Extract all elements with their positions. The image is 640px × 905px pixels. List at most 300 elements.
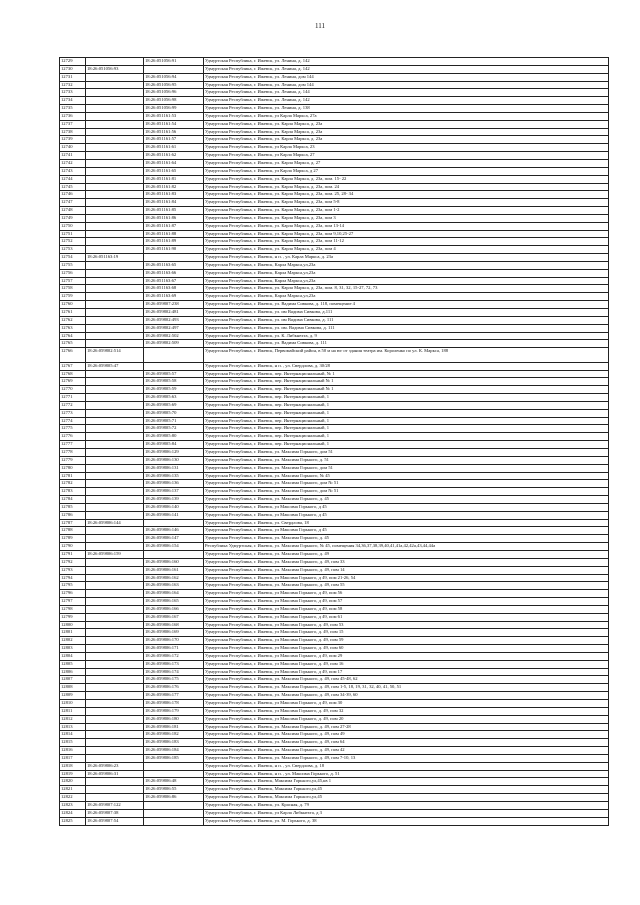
previous-cadastral-number-cell bbox=[86, 692, 144, 700]
table-row bbox=[60, 97, 609, 105]
cadastral-number-cell: 18:26:059806:183 bbox=[144, 739, 204, 747]
row-number-cell: 12746 bbox=[60, 191, 86, 199]
address-cell: Удмуртская Республика, г. Ижевск, ул. Максима Горького, д. 49 bbox=[204, 550, 609, 558]
table-row bbox=[60, 637, 609, 645]
previous-cadastral-number-cell bbox=[86, 409, 144, 417]
cadastral-number-cell: 18:26:051161:64 bbox=[144, 159, 204, 167]
address-cell: Удмуртская Республика, г. Ижевск, ул. Красная, д. 79 bbox=[204, 801, 609, 809]
previous-cadastral-number-cell bbox=[86, 230, 144, 238]
table-row bbox=[60, 269, 609, 277]
row-number-cell: 12822 bbox=[60, 794, 86, 802]
table-row bbox=[60, 378, 609, 386]
row-number-cell: 12818 bbox=[60, 762, 86, 770]
row-number-cell: 12744 bbox=[60, 175, 86, 183]
cadastral-number-cell bbox=[144, 817, 204, 825]
row-number-cell: 12737 bbox=[60, 120, 86, 128]
address-cell: Удмуртская Республика, г. Ижевск, ул. Ленина, дом 144 bbox=[204, 81, 609, 89]
cadastral-number-cell: 18:26:059806:171 bbox=[144, 645, 204, 653]
previous-cadastral-number-cell bbox=[86, 309, 144, 317]
cadastral-number-cell: 18:26:059806:169 bbox=[144, 629, 204, 637]
table-row bbox=[60, 449, 609, 457]
row-number-cell: 12801 bbox=[60, 629, 86, 637]
table-row bbox=[60, 503, 609, 511]
address-cell: Удмуртская Республика, г. Ижевск, пер. Интернациональный, 1 bbox=[204, 417, 609, 425]
previous-cadastral-number-cell bbox=[86, 566, 144, 574]
address-cell: Удмуртская Республика, г. Ижевск, ул. им Вадима Сивкова, д.111 bbox=[204, 309, 609, 317]
previous-cadastral-number-cell bbox=[86, 401, 144, 409]
cadastral-number-cell: 18:26:059802:502 bbox=[144, 332, 204, 340]
table-row bbox=[60, 417, 609, 425]
row-number-cell: 12779 bbox=[60, 456, 86, 464]
row-number-cell: 12789 bbox=[60, 535, 86, 543]
table-row bbox=[60, 199, 609, 207]
address-cell: Удмуртская Республика, г. Ижевск, ул Максима Горького, д 49, пом 61 bbox=[204, 613, 609, 621]
row-number-cell: 12760 bbox=[60, 301, 86, 309]
table-row bbox=[60, 558, 609, 566]
cadastral-number-cell: 18:26:051161:89 bbox=[144, 238, 204, 246]
table-row bbox=[60, 472, 609, 480]
cadastral-number-cell bbox=[144, 809, 204, 817]
address-cell: Удмуртская Республика, г. Ижевск, пер. Интернациональный, 1 bbox=[204, 425, 609, 433]
cadastral-number-cell: 18:26:059806:179 bbox=[144, 707, 204, 715]
row-number-cell: 12806 bbox=[60, 668, 86, 676]
table-row bbox=[60, 511, 609, 519]
previous-cadastral-number-cell bbox=[86, 222, 144, 230]
address-cell: Удмуртская Республика, г. Ижевск, ул. Карла Маркса, д. 23а, пом 1-2 bbox=[204, 207, 609, 215]
row-number-cell: 12774 bbox=[60, 417, 86, 425]
table-row bbox=[60, 167, 609, 175]
address-cell: Удмуртская Республика, г. Ижевск, ул Максима Горького, д. 49, пом 20 bbox=[204, 715, 609, 723]
row-number-cell: 12762 bbox=[60, 316, 86, 324]
previous-cadastral-number-cell bbox=[86, 511, 144, 519]
row-number-cell: 12793 bbox=[60, 566, 86, 574]
previous-cadastral-number-cell bbox=[86, 637, 144, 645]
previous-cadastral-number-cell bbox=[86, 301, 144, 309]
table-row bbox=[60, 246, 609, 254]
table-row bbox=[60, 152, 609, 160]
table-row bbox=[60, 348, 609, 363]
table-row bbox=[60, 762, 609, 770]
address-cell: Удмуртская Республика, г. Ижевск, ул. Вадима Сивкова, д. 118, помещение 4 bbox=[204, 301, 609, 309]
cadastral-number-cell: 18:26:051161:86 bbox=[144, 214, 204, 222]
row-number-cell: 12738 bbox=[60, 128, 86, 136]
previous-cadastral-number-cell bbox=[86, 449, 144, 457]
table-row bbox=[60, 488, 609, 496]
address-cell: Удмуртская Республика, г. Ижевск, ул Максима Горького, д 49, пом 21-26, 54 bbox=[204, 574, 609, 582]
previous-cadastral-number-cell bbox=[86, 503, 144, 511]
row-number-cell: 12782 bbox=[60, 480, 86, 488]
row-number-cell: 12775 bbox=[60, 425, 86, 433]
address-cell: Удмуртская Республика, г. Ижевск, ул. Максима Горького, дом 51 bbox=[204, 464, 609, 472]
address-cell: Удмуртская Республика, г. Ижевск, ул. Вадима Сивкова, д. 111 bbox=[204, 340, 609, 348]
row-number-cell: 12804 bbox=[60, 652, 86, 660]
address-cell: Удмуртская Республика, г. Ижевск, ул. Максима Горького, д. 49, пом 14 bbox=[204, 566, 609, 574]
previous-cadastral-number-cell: 18:26:059806:23 bbox=[86, 762, 144, 770]
address-cell: Удмуртская Республика, г. Ижевск, пер. Интернациональный № 1 bbox=[204, 386, 609, 394]
cadastral-number-cell: 18:26:059806:131 bbox=[144, 464, 204, 472]
table-row bbox=[60, 809, 609, 817]
previous-cadastral-number-cell bbox=[86, 652, 144, 660]
row-number-cell: 12729 bbox=[60, 58, 86, 66]
row-number-cell: 12773 bbox=[60, 409, 86, 417]
cadastral-number-cell: 18:26:051161:56 bbox=[144, 128, 204, 136]
table-row bbox=[60, 739, 609, 747]
table-row bbox=[60, 136, 609, 144]
table-row bbox=[60, 747, 609, 755]
cadastral-number-cell: 18:26:059806:161 bbox=[144, 566, 204, 574]
row-number-cell: 12742 bbox=[60, 159, 86, 167]
address-cell: Удмуртская Республика, г. Ижевск, ул Максима Горького, д 45 bbox=[204, 527, 609, 535]
row-number-cell: 12823 bbox=[60, 801, 86, 809]
address-cell: Удмуртская Республика, г. Ижевск, ул Максима Горького, д 49, пом 30 bbox=[204, 700, 609, 708]
row-number-cell: 12798 bbox=[60, 605, 86, 613]
table-row bbox=[60, 754, 609, 762]
address-cell: Удмуртская Республика, г. Ижевск, ул. К. Либкнехта, д. 9 bbox=[204, 332, 609, 340]
address-cell: Удмуртская Республика, г. Ижевск, ул Карла Маркса, 23 bbox=[204, 144, 609, 152]
row-number-cell: 12786 bbox=[60, 511, 86, 519]
address-cell: Удмуртская Республика, г. Ижевск, ул. им. Вадима Сивкова, д. 111 bbox=[204, 324, 609, 332]
table-row bbox=[60, 700, 609, 708]
row-number-cell: 12809 bbox=[60, 692, 86, 700]
row-number-cell: 12761 bbox=[60, 309, 86, 317]
cadastral-number-cell: 18:26:059806:164 bbox=[144, 590, 204, 598]
address-cell: Удмуртская Республика, г. Ижевск, ул. Ленина, д. 142 bbox=[204, 97, 609, 105]
address-cell: Удмуртская Республика, г. Ижевск, ул Максима Горького, д. 49, пом 16 bbox=[204, 660, 609, 668]
row-number-cell: 12764 bbox=[60, 332, 86, 340]
cadastral-number-cell: 18:26:051056:94 bbox=[144, 73, 204, 81]
row-number-cell: 12768 bbox=[60, 370, 86, 378]
row-number-cell: 12750 bbox=[60, 222, 86, 230]
row-number-cell: 12772 bbox=[60, 401, 86, 409]
table-row bbox=[60, 519, 609, 527]
cadastral-number-cell: 18:26:059805:57 bbox=[144, 370, 204, 378]
row-number-cell: 12819 bbox=[60, 770, 86, 778]
row-number-cell: 12805 bbox=[60, 660, 86, 668]
cadastral-number-cell: 18:26:051161:85 bbox=[144, 207, 204, 215]
row-number-cell: 12747 bbox=[60, 199, 86, 207]
row-number-cell: 12815 bbox=[60, 739, 86, 747]
row-number-cell: 12795 bbox=[60, 582, 86, 590]
previous-cadastral-number-cell bbox=[86, 293, 144, 301]
previous-cadastral-number-cell bbox=[86, 621, 144, 629]
previous-cadastral-number-cell: 18:26:059806:31 bbox=[86, 770, 144, 778]
table-row bbox=[60, 645, 609, 653]
address-cell: Удмуртская Республика, г. Ижевск, ул. Карла Маркса, д. 23а, пом 11-12 bbox=[204, 238, 609, 246]
address-cell: Удмуртская Республика, г. Ижевск, пер. Интернациональный, 1 bbox=[204, 409, 609, 417]
cadastral-number-cell: 18:26:051161:61 bbox=[144, 144, 204, 152]
address-cell: Удмуртская Республика, г. Ижевск, ул. Карла Маркса, д. 23а, пом. 8, 31, 32, 15-27, 72, 73 bbox=[204, 285, 609, 293]
address-cell: Удмуртская Республика, г. Ижевск, ул. Свердлова, 18 bbox=[204, 519, 609, 527]
table-row bbox=[60, 715, 609, 723]
row-number-cell: 12814 bbox=[60, 731, 86, 739]
address-cell: Удмуртская Республика, г. Ижевск, ул. Максима Горького, дом № 51 bbox=[204, 488, 609, 496]
address-cell: Удмуртская Республика, г. Ижевск, ул Максима Горького, д 45 bbox=[204, 511, 609, 519]
address-cell: Удмуртская Республика, г. Ижевск, ул. Карла Маркса, д. 23а, пом 3 bbox=[204, 214, 609, 222]
address-cell: Удмуртская Республика, г. Ижевск, ул. Карла Маркса, д. 23а bbox=[204, 136, 609, 144]
previous-cadastral-number-cell bbox=[86, 794, 144, 802]
table-row bbox=[60, 464, 609, 472]
row-number-cell: 12757 bbox=[60, 277, 86, 285]
address-cell: Удмуртская Республика, г. Ижевск, ул. Максима Горького, № 45 bbox=[204, 472, 609, 480]
cadastral-number-cell: 18:26:059805:58 bbox=[144, 378, 204, 386]
previous-cadastral-number-cell bbox=[86, 378, 144, 386]
cadastral-number-cell: 18:26:059806:86 bbox=[144, 794, 204, 802]
row-number-cell: 12735 bbox=[60, 105, 86, 113]
previous-cadastral-number-cell bbox=[86, 246, 144, 254]
previous-cadastral-number-cell bbox=[86, 261, 144, 269]
cadastral-number-cell: 18:26:059806:48 bbox=[144, 778, 204, 786]
previous-cadastral-number-cell bbox=[86, 778, 144, 786]
cadastral-number-cell: 18:26:051161:62 bbox=[144, 152, 204, 160]
address-cell: Удмуртская Республика, г. Ижевск, ул Максима Горького, д. 49, пом 15 bbox=[204, 629, 609, 637]
address-cell: Удмуртская Республика, г. Ижевск, ул. Максима Горького, дом 51 bbox=[204, 449, 609, 457]
row-number-cell: 12800 bbox=[60, 621, 86, 629]
address-cell: Удмуртская Республика, г. Ижевск, пер. Интернациональный, 1 bbox=[204, 441, 609, 449]
table-row bbox=[60, 574, 609, 582]
address-cell: Удмуртская Республика, г. Ижевск, ул. им Вадима Сивкова, д. 111 bbox=[204, 316, 609, 324]
cadastral-number-cell: 18:26:059806:167 bbox=[144, 613, 204, 621]
address-cell: Удмуртская Республика, г. Ижевск, ул. Максима Горького, д. 49, пом 42 bbox=[204, 747, 609, 755]
table-row bbox=[60, 692, 609, 700]
row-number-cell: 12781 bbox=[60, 472, 86, 480]
previous-cadastral-number-cell bbox=[86, 527, 144, 535]
row-number-cell: 12821 bbox=[60, 786, 86, 794]
cadastral-number-cell: 18:26:059806:177 bbox=[144, 692, 204, 700]
row-number-cell: 12741 bbox=[60, 152, 86, 160]
address-cell: Удмуртская Республика, г. Ижевск, ул. Ленина, д. 142 bbox=[204, 65, 609, 73]
table-row bbox=[60, 480, 609, 488]
previous-cadastral-number-cell bbox=[86, 370, 144, 378]
address-cell: Удмуртская Республика, г. Ижевск, ул. Максима Горького, д. 49, пом 45-48, 62 bbox=[204, 676, 609, 684]
cadastral-number-cell: 18:26:059802:509 bbox=[144, 340, 204, 348]
cadastral-number-cell: 18:26:059805:59 bbox=[144, 386, 204, 394]
cadastral-number-cell: 18:26:059805:84 bbox=[144, 441, 204, 449]
table-row bbox=[60, 409, 609, 417]
previous-cadastral-number-cell bbox=[86, 488, 144, 496]
previous-cadastral-number-cell bbox=[86, 786, 144, 794]
address-cell: Удмуртская Республика, г. Ижевск, ул Максима Горького, д 49, пом 56 bbox=[204, 590, 609, 598]
previous-cadastral-number-cell bbox=[86, 238, 144, 246]
table-row bbox=[60, 668, 609, 676]
cadastral-number-cell: 18:26:059805:69 bbox=[144, 401, 204, 409]
table-row bbox=[60, 456, 609, 464]
cadastral-number-cell bbox=[144, 348, 204, 363]
row-number-cell: 12802 bbox=[60, 637, 86, 645]
table-row bbox=[60, 222, 609, 230]
previous-cadastral-number-cell bbox=[86, 81, 144, 89]
address-cell: Удмуртская Республика, г. Ижевск, Первомайский район, в 50 м на юг от здания театра им. Короленко по ул. К. Маркса, 188 bbox=[204, 348, 609, 363]
address-cell: Удмуртская Республика, г. Ижевск, ул. Карла Маркса, д. 23а, пом 13-14 bbox=[204, 222, 609, 230]
row-number-cell: 12765 bbox=[60, 340, 86, 348]
cadastral-number-cell: 18:26:059806:165 bbox=[144, 598, 204, 606]
address-cell: Удмуртская Республика, г. Ижевск, пер. Интернациональный, № 1 bbox=[204, 370, 609, 378]
table-row bbox=[60, 301, 609, 309]
cadastral-number-cell: 18:26:059806:184 bbox=[144, 747, 204, 755]
address-cell: Удмуртская Республика, г. Ижевск, ул. Максима Горького, д. 45 bbox=[204, 496, 609, 504]
previous-cadastral-number-cell bbox=[86, 191, 144, 199]
previous-cadastral-number-cell bbox=[86, 394, 144, 402]
previous-cadastral-number-cell bbox=[86, 136, 144, 144]
previous-cadastral-number-cell bbox=[86, 285, 144, 293]
previous-cadastral-number-cell bbox=[86, 207, 144, 215]
table-row bbox=[60, 238, 609, 246]
cadastral-number-cell: 18:26:059806:141 bbox=[144, 511, 204, 519]
cadastral-number-cell: 18:26:051161:57 bbox=[144, 136, 204, 144]
address-cell: Удмуртская Республика, г. Ижевск, ул. Ленина, д. 142 bbox=[204, 58, 609, 66]
previous-cadastral-number-cell: 18:26:051163:19 bbox=[86, 254, 144, 262]
cadastral-number-cell: 18:26:059806:147 bbox=[144, 535, 204, 543]
cadastral-number-cell: 18:26:051163:65 bbox=[144, 261, 204, 269]
previous-cadastral-number-cell: 18:26:059802:514 bbox=[86, 348, 144, 363]
address-cell: Удмуртская Республика, г. Ижевск, ул Максима Горького, д 49, пом 57 bbox=[204, 598, 609, 606]
cadastral-number-cell: 18:26:051161:90 bbox=[144, 246, 204, 254]
cadastral-number-cell: 18:26:051161:65 bbox=[144, 167, 204, 175]
table-row bbox=[60, 159, 609, 167]
table-row bbox=[60, 214, 609, 222]
row-number-cell: 12799 bbox=[60, 613, 86, 621]
row-number-cell: 12794 bbox=[60, 574, 86, 582]
row-number-cell: 12776 bbox=[60, 433, 86, 441]
previous-cadastral-number-cell bbox=[86, 668, 144, 676]
cadastral-number-cell: 18:26:059806:174 bbox=[144, 668, 204, 676]
row-number-cell: 12803 bbox=[60, 645, 86, 653]
address-cell: Удмуртская Республика, г. Ижевск, ул. Максима Горького, дом № 51 bbox=[204, 480, 609, 488]
address-cell: Удмуртская Республика, г. Ижевск, ул Максима Горького, д. 49, пом 53 bbox=[204, 621, 609, 629]
previous-cadastral-number-cell bbox=[86, 645, 144, 653]
table-row bbox=[60, 332, 609, 340]
address-cell: Удмуртская Республика, г. Ижевск, Карла Маркса,ул,23а bbox=[204, 293, 609, 301]
table-row bbox=[60, 175, 609, 183]
cadastral-number-cell bbox=[144, 65, 204, 73]
row-number-cell: 12816 bbox=[60, 747, 86, 755]
address-cell: Удмуртская Республика, г. Ижевск, пер. Интернациональный, 1 bbox=[204, 401, 609, 409]
row-number-cell: 12734 bbox=[60, 97, 86, 105]
table-row bbox=[60, 309, 609, 317]
cadastral-number-cell: 18:26:059806:129 bbox=[144, 449, 204, 457]
previous-cadastral-number-cell bbox=[86, 598, 144, 606]
previous-cadastral-number-cell bbox=[86, 613, 144, 621]
previous-cadastral-number-cell bbox=[86, 496, 144, 504]
table-row bbox=[60, 433, 609, 441]
table-row bbox=[60, 543, 609, 551]
address-cell: Удмуртская Республика, г. Ижевск, пер. Интернациональный № 1 bbox=[204, 378, 609, 386]
table-row bbox=[60, 817, 609, 825]
address-cell: Удмуртская Республика, г. Ижевск, Карла Маркса,ул,23а bbox=[204, 269, 609, 277]
cadastral-number-cell: 18:26:051161:87 bbox=[144, 222, 204, 230]
previous-cadastral-number-cell bbox=[86, 676, 144, 684]
previous-cadastral-number-cell bbox=[86, 128, 144, 136]
cadastral-number-cell: 18:26:059802:497 bbox=[144, 324, 204, 332]
address-cell: Республика Удмуртская, г. Ижевск, ул. Максима Горького, № 45, помещения 34,36,37,38,39,40,41,41а,42,42а,43,44,44а bbox=[204, 543, 609, 551]
address-cell: Удмуртская Республика, г. Ижевск, ул Максима Горького, д 49, пом 29 bbox=[204, 652, 609, 660]
previous-cadastral-number-cell bbox=[86, 590, 144, 598]
table-row bbox=[60, 676, 609, 684]
row-number-cell: 12748 bbox=[60, 207, 86, 215]
previous-cadastral-number-cell bbox=[86, 417, 144, 425]
table-row bbox=[60, 81, 609, 89]
table-row bbox=[60, 590, 609, 598]
table-row bbox=[60, 144, 609, 152]
page-number: 111 bbox=[315, 22, 325, 30]
table-row bbox=[60, 550, 609, 558]
row-number-cell: 12811 bbox=[60, 707, 86, 715]
address-cell: Удмуртская Республика, г. Ижевск, ул Карла Либкнехта, д 3 bbox=[204, 809, 609, 817]
cadastral-number-cell: 18:26:051161:54 bbox=[144, 120, 204, 128]
cadastral-number-cell: 18:26:059806:170 bbox=[144, 637, 204, 645]
row-number-cell: 12740 bbox=[60, 144, 86, 152]
cadastral-number-cell: 18:26:051163:69 bbox=[144, 293, 204, 301]
previous-cadastral-number-cell bbox=[86, 167, 144, 175]
row-number-cell: 12766 bbox=[60, 348, 86, 363]
row-number-cell: 12787 bbox=[60, 519, 86, 527]
cadastral-number-cell: 18:26:059806:163 bbox=[144, 582, 204, 590]
cadastral-number-cell: 18:26:051161:53 bbox=[144, 112, 204, 120]
row-number-cell: 12778 bbox=[60, 449, 86, 457]
cadastral-number-cell: 18:26:059805:71 bbox=[144, 417, 204, 425]
cadastral-number-cell bbox=[144, 362, 204, 370]
row-number-cell: 12732 bbox=[60, 81, 86, 89]
cadastral-number-cell: 18:26:051161:81 bbox=[144, 175, 204, 183]
previous-cadastral-number-cell bbox=[86, 558, 144, 566]
cadastral-number-cell: 18:26:059806:146 bbox=[144, 527, 204, 535]
row-number-cell: 12810 bbox=[60, 700, 86, 708]
table-row bbox=[60, 786, 609, 794]
row-number-cell: 12777 bbox=[60, 441, 86, 449]
table-row bbox=[60, 254, 609, 262]
cadastral-number-cell: 18:26:059802:493 bbox=[144, 316, 204, 324]
previous-cadastral-number-cell bbox=[86, 105, 144, 113]
previous-cadastral-number-cell bbox=[86, 324, 144, 332]
table-row bbox=[60, 207, 609, 215]
table-row bbox=[60, 770, 609, 778]
previous-cadastral-number-cell bbox=[86, 425, 144, 433]
address-cell: Удмуртская Республика, г. Ижевск, ул Максима Горького, д 49, пом 17 bbox=[204, 668, 609, 676]
cadastral-number-cell: 18:26:059806:168 bbox=[144, 621, 204, 629]
cadastral-number-cell: 18:26:059806:154 bbox=[144, 543, 204, 551]
table-row bbox=[60, 566, 609, 574]
cadastral-number-cell: 18:26:059806:139 bbox=[144, 496, 204, 504]
table-row bbox=[60, 183, 609, 191]
row-number-cell: 12780 bbox=[60, 464, 86, 472]
table-row bbox=[60, 723, 609, 731]
previous-cadastral-number-cell bbox=[86, 316, 144, 324]
previous-cadastral-number-cell bbox=[86, 441, 144, 449]
row-number-cell: 12791 bbox=[60, 550, 86, 558]
row-number-cell: 12769 bbox=[60, 378, 86, 386]
table-row bbox=[60, 316, 609, 324]
previous-cadastral-number-cell bbox=[86, 739, 144, 747]
table-row bbox=[60, 112, 609, 120]
cadastral-number-cell: 18:26:059806:130 bbox=[144, 456, 204, 464]
previous-cadastral-number-cell bbox=[86, 582, 144, 590]
previous-cadastral-number-cell bbox=[86, 277, 144, 285]
previous-cadastral-number-cell: 18:26:059806:159 bbox=[86, 550, 144, 558]
table-row bbox=[60, 794, 609, 802]
table-row bbox=[60, 285, 609, 293]
cadastral-number-cell: 18:26:051056:99 bbox=[144, 105, 204, 113]
table-row bbox=[60, 394, 609, 402]
cadastral-number-cell bbox=[144, 550, 204, 558]
cadastral-number-cell bbox=[144, 519, 204, 527]
registry-body bbox=[60, 58, 609, 826]
row-number-cell: 12753 bbox=[60, 246, 86, 254]
address-cell: Удмуртская Республика, г. Ижевск, ул. Максима Горького, д. 51 bbox=[204, 456, 609, 464]
previous-cadastral-number-cell bbox=[86, 199, 144, 207]
previous-cadastral-number-cell: 18:26:059807:38 bbox=[86, 809, 144, 817]
previous-cadastral-number-cell bbox=[86, 175, 144, 183]
row-number-cell: 12825 bbox=[60, 817, 86, 825]
cadastral-number-cell: 18:26:059806:160 bbox=[144, 558, 204, 566]
